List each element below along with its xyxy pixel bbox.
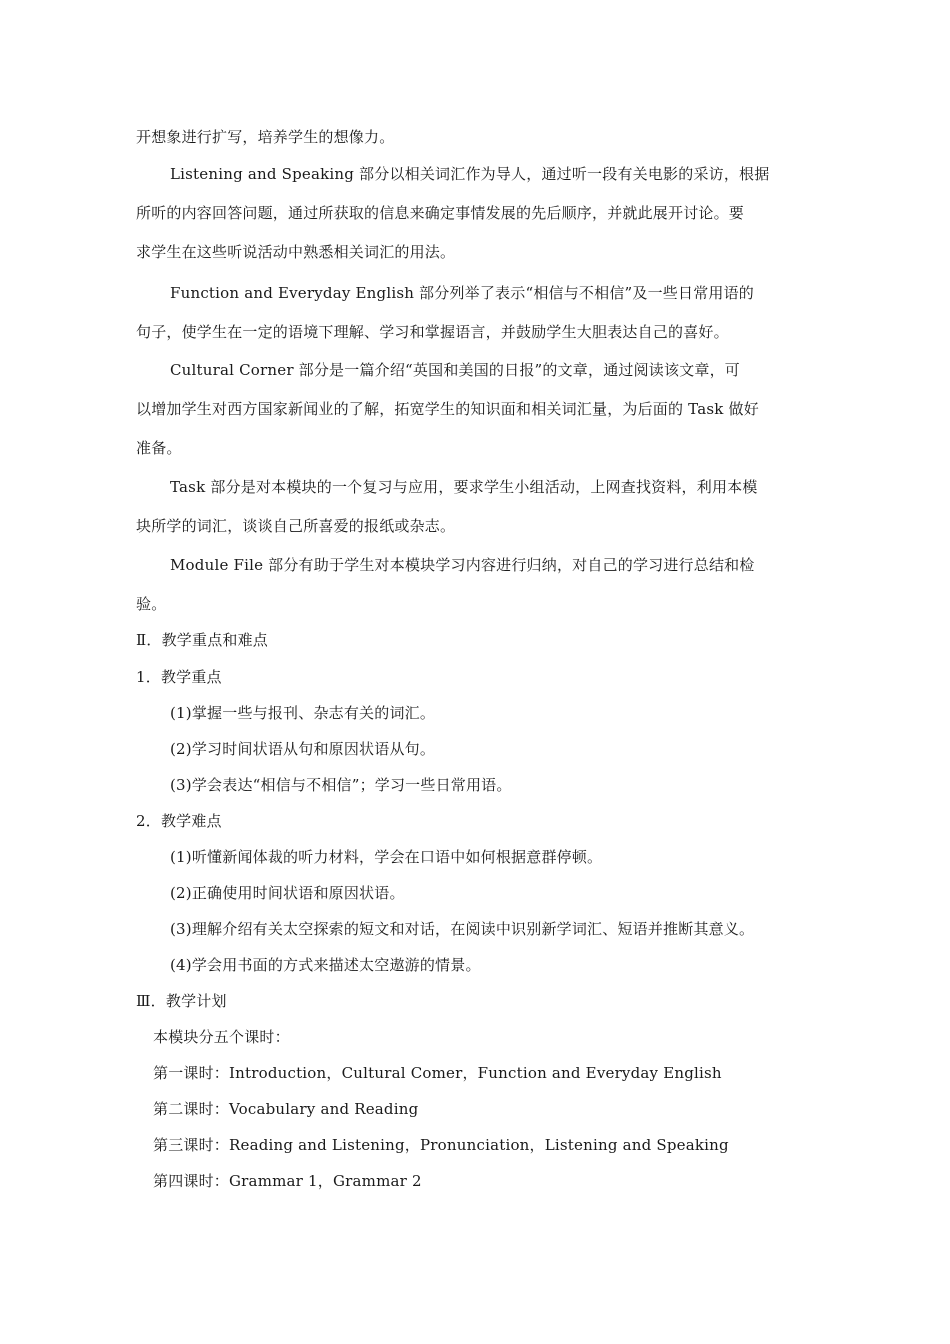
list-item: (2)正确使用时间状语和原因状语。 xyxy=(170,884,405,902)
paragraph-line: Listening and Speaking 部分以相关词汇作为导人，通过听一段有关电影的采访，根据 xyxy=(170,165,770,183)
list-item: (1)听懂新闻体裁的听力材料，学会在口语中如何根据意群停顿。 xyxy=(170,848,603,866)
paragraph-line: 开想象进行扩写，培养学生的想像力。 xyxy=(136,128,395,146)
section-heading: Ⅲ．教学计划 xyxy=(136,992,227,1010)
list-item: (3)理解介绍有关太空探索的短文和对话，在阅读中识别新学词汇、短语并推断其意义。 xyxy=(170,920,755,938)
list-item: (3)学会表达“相信与不相信”；学习一些日常用语。 xyxy=(170,776,512,794)
paragraph-line: 以增加学生对西方国家新闻业的了解，拓宽学生的知识面和相关词汇量，为后面的 Task 做好 xyxy=(136,400,759,418)
lesson-item: 第三课时：Reading and Listening，Pronunciation，Listening and Speaking xyxy=(153,1136,729,1154)
paragraph-line: 准备。 xyxy=(136,439,182,457)
paragraph-line: Module File 部分有助于学生对本模块学习内容进行归纳，对自己的学习进行总结和检 xyxy=(170,556,755,574)
paragraph-line: Task 部分是对本模块的一个复习与应用，要求学生小组活动，上网查找资料，利用本模 xyxy=(170,478,758,496)
list-item: (4)学会用书面的方式来描述太空遨游的情景。 xyxy=(170,956,481,974)
lesson-item: 第一课时：Introduction，Cultural Comer，Function and Everyday English xyxy=(153,1064,722,1082)
subsection-heading: 2．教学难点 xyxy=(136,812,222,830)
section-heading: Ⅱ．教学重点和难点 xyxy=(136,631,268,649)
paragraph-line: 句子，使学生在一定的语境下理解、学习和掌握语言，并鼓励学生大胆表达自己的喜好。 xyxy=(136,323,729,341)
subsection-heading: 1．教学重点 xyxy=(136,668,222,686)
lesson-item: 第四课时：Grammar 1，Grammar 2 xyxy=(153,1172,422,1190)
paragraph-line: 所听的内容回答问题，通过所获取的信息来确定事情发展的先后顺序，并就此展开讨论。要 xyxy=(136,204,745,222)
lesson-item: 第二课时：Vocabulary and Reading xyxy=(153,1100,419,1118)
paragraph-line: 求学生在这些听说活动中熟悉相关词汇的用法。 xyxy=(136,243,456,261)
paragraph-line: 验。 xyxy=(136,595,167,613)
paragraph-line: Cultural Corner 部分是一篇介绍“英国和美国的日报”的文章，通过阅读该文章，可 xyxy=(170,361,740,379)
list-item: (2)学习时间状语从句和原因状语从句。 xyxy=(170,740,436,758)
plan-intro: 本模块分五个课时： xyxy=(153,1028,290,1046)
paragraph-line: 块所学的词汇，谈谈自己所喜爱的报纸或杂志。 xyxy=(136,517,456,535)
paragraph-line: Function and Everyday English 部分列举了表示“相信与不相信”及一些日常用语的 xyxy=(170,284,754,302)
list-item: (1)掌握一些与报刊、杂志有关的词汇。 xyxy=(170,704,436,722)
